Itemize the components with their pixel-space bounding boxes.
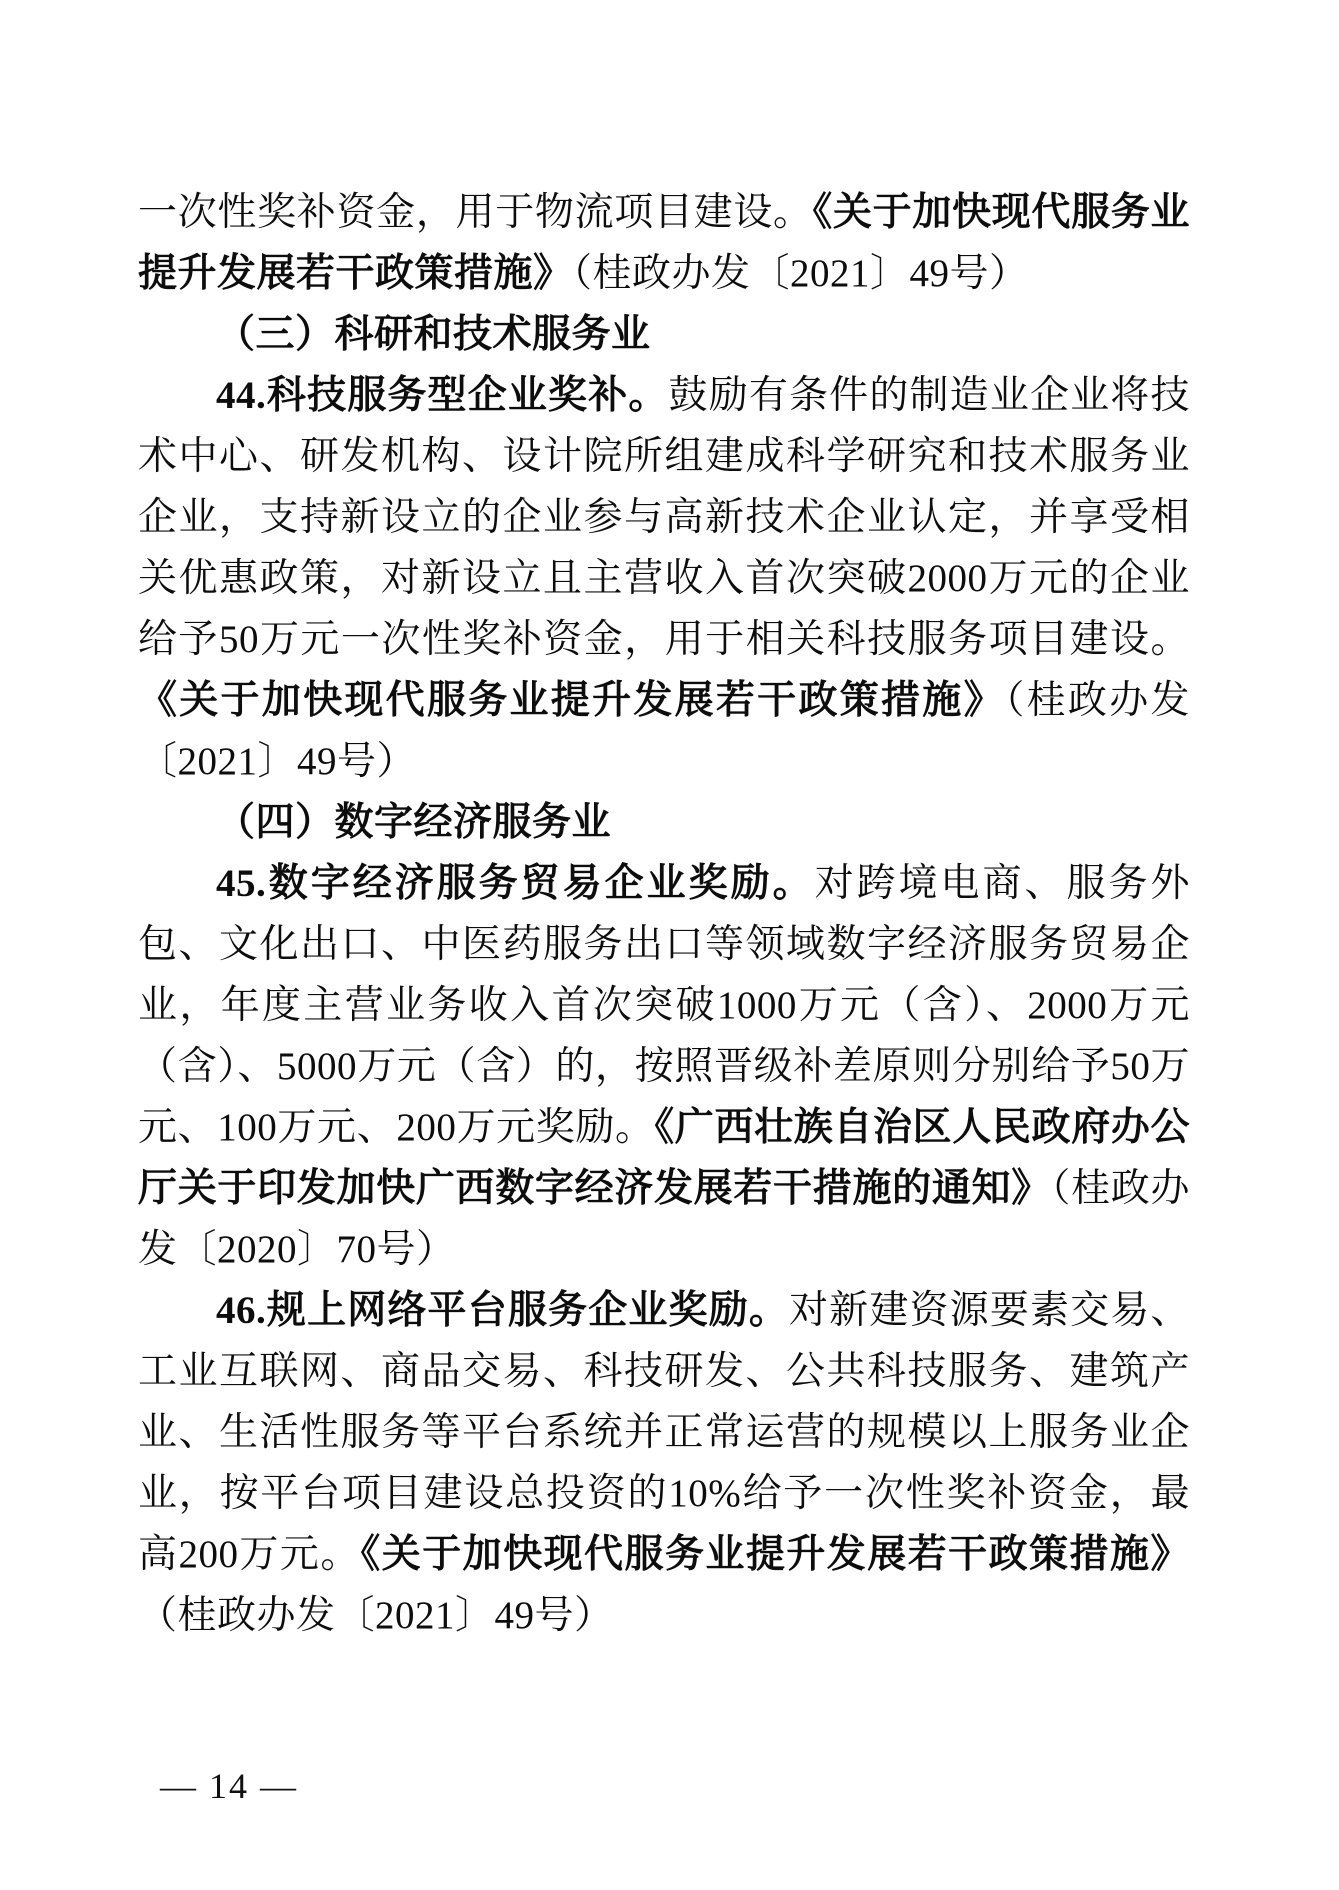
para-item-44-tech-service-enterprise-subsidy: [138, 365, 1190, 792]
text-segment: 对新建资源要素交易、工业互联网、商品交易、科技研发、公共科技服务、建筑产业、生活性服务等平台系统并正常运营的规模以上服务业企业，按平台项目建设总投资的10%给予一次性奖补资金，最高200万元。: [138, 1289, 1190, 1576]
para-item-45-digital-trade-enterprise-reward: [138, 853, 1190, 1280]
bold-text-segment: 《关于加快现代服务业提升发展若干政策措施》: [360, 1533, 1190, 1576]
page-footer: [160, 1766, 298, 1806]
text-segment: 对跨境电商、服务外包、文化出口、中医药服务出口等领域数字经济服务贸易企业，年度主营业务收入首次突破1000万元（含）、2000万元（含）、5000万元（含）的，按照晋级补差原则分别给予50万元、100万元、200万元奖励。: [138, 862, 1190, 1149]
document-body: [138, 182, 1190, 1646]
heading-section-4-digital-economy: [138, 792, 1190, 853]
bold-text-segment: 45.数字经济服务贸易企业奖励。: [216, 862, 815, 905]
heading-section-3-tech-services: [138, 304, 1190, 365]
para-continuation-logistics: [138, 182, 1190, 304]
bold-text-segment: 《关于加快现代服务业提升发展若干政策措施》: [138, 191, 1190, 295]
bold-text-segment: （三）科研和技术服务业: [216, 313, 651, 356]
bold-text-segment: 《关于加快现代服务业提升发展若干政策措施》: [138, 679, 1005, 722]
page-number: — 14 —: [160, 1766, 298, 1806]
bold-text-segment: 46.规上网络平台服务企业奖励。: [216, 1289, 790, 1332]
bold-text-segment: 《广西壮族自治区人民政府办公厅关于印发加快广西数字经济发展若干措施的通知》: [138, 1106, 1190, 1210]
text-segment: （桂政办发〔2021〕49号）: [138, 679, 1190, 783]
text-segment: （桂政办发〔2021〕49号）: [138, 1594, 614, 1637]
text-segment: 鼓励有条件的制造业企业将技术中心、研发机构、设计院所组建成科学研究和技术服务业企业，支持新设立的企业参与高新技术企业认定，并享受相关优惠政策，对新设立且主营收入首次突破2000万元的企业给予50万元一次性奖补资金，用于相关科技服务项目建设。: [138, 374, 1190, 661]
text-segment: （桂政办发〔2021〕49号）: [572, 252, 1029, 295]
text-segment: （桂政办发〔2020〕70号）: [138, 1167, 1190, 1271]
text-segment: 一次性奖补资金，用于物流项目建设。: [138, 191, 813, 234]
bold-text-segment: （四）数字经济服务业: [216, 801, 612, 844]
bold-text-segment: 44.科技服务型企业奖补。: [216, 374, 669, 417]
para-item-46-network-platform-enterprise-reward: [138, 1280, 1190, 1646]
